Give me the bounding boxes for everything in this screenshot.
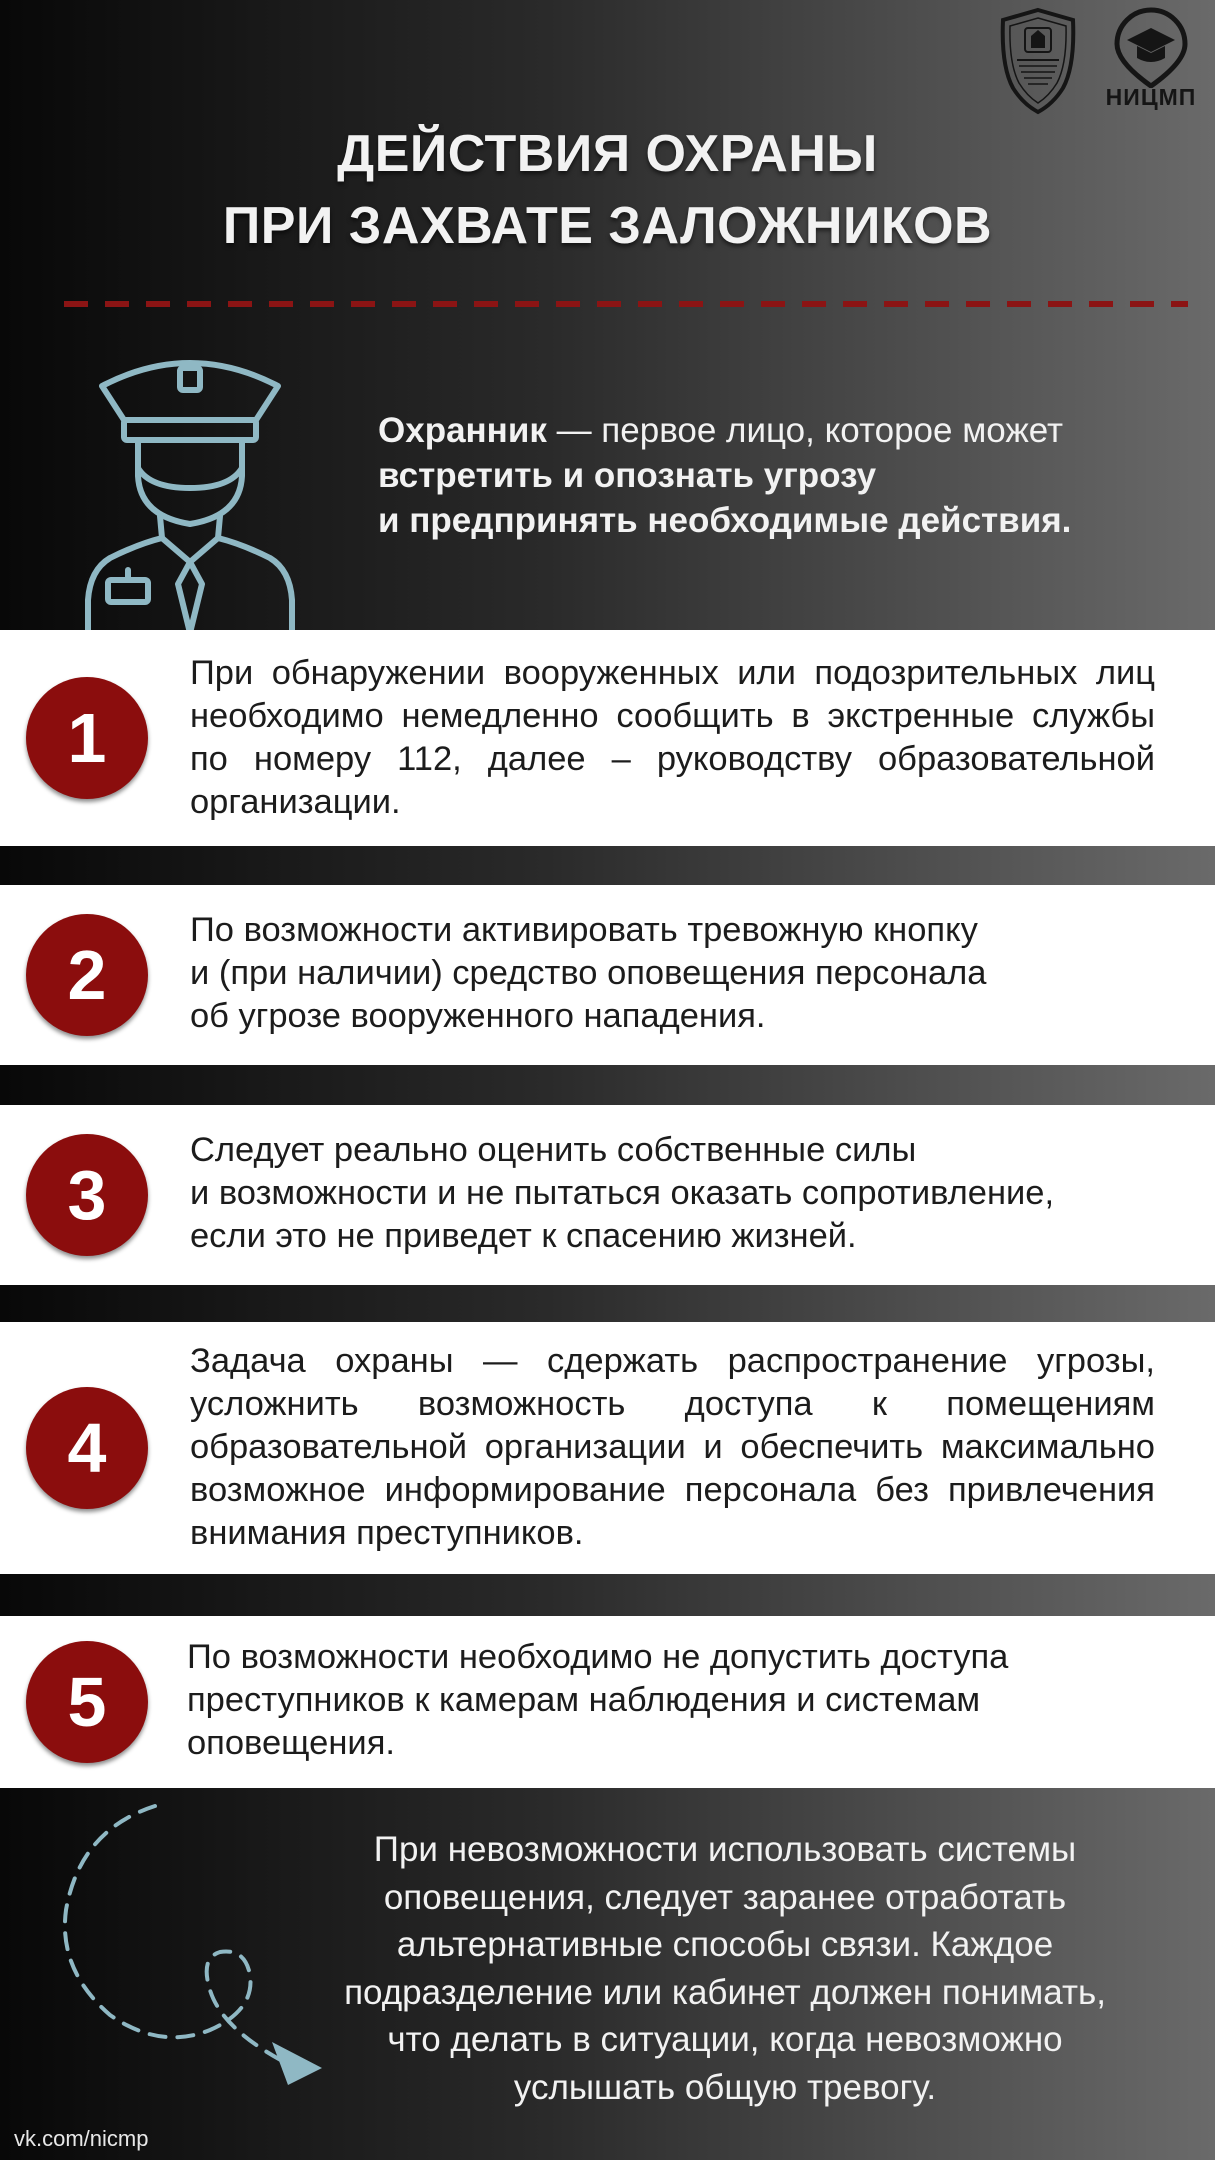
step-text: [190, 909, 1155, 1038]
shield-logo-icon: [993, 6, 1083, 116]
final-note-line: оповещения, следует заранее отработать: [383, 1877, 1067, 1917]
step-text-line: и (при наличии) средство оповещения персонала: [190, 954, 987, 992]
step-panel-3: [0, 1105, 1215, 1285]
title-line-2: ПРИ ЗАХВАТЕ ЗАЛОЖНИКОВ: [222, 197, 993, 255]
step-number-badge: 5: [26, 1641, 148, 1763]
intro-lead-rest: — первое лицо, которое может: [546, 411, 1064, 450]
step-text-line: По возможности активировать тревожную кнопку: [190, 911, 978, 949]
step-panel-1: [0, 630, 1215, 846]
footer-link[interactable]: vk.com/nicmp: [14, 2126, 149, 2151]
intro-bold-line-2: встретить и опознать угрозу: [378, 456, 877, 495]
final-note-line: При невозможности использовать системы: [373, 1830, 1077, 1869]
nicmp-logo: [1097, 6, 1205, 116]
step-panel-2: [0, 885, 1215, 1065]
graduation-cap-pin-icon: [1111, 6, 1191, 88]
step-text-line: оповещения.: [187, 1724, 395, 1762]
step-number-badge: 4: [26, 1387, 148, 1509]
step-panel-4: [0, 1322, 1215, 1574]
nicmp-logo-text: НИЦМП: [1105, 84, 1197, 110]
final-note-line: что делать в ситуации, когда невозможно: [387, 2020, 1063, 2059]
title-line-1: ДЕЙСТВИЯ ОХРАНЫ: [337, 125, 878, 183]
logos: [993, 6, 1205, 116]
security-guard-icon: [80, 348, 300, 633]
step-number-badge: 2: [26, 914, 148, 1036]
final-note-line: альтернативные способы связи. Каждое: [396, 1925, 1054, 1964]
step-number-badge: 1: [26, 677, 148, 799]
step-panel-5: [0, 1616, 1215, 1788]
step-text: [187, 1636, 1152, 1765]
intro-bold-lead: Охранник: [378, 411, 547, 450]
step-text-line: и возможности и не пытаться оказать сопротивление,: [190, 1174, 1055, 1212]
final-note-line: услышать общую тревогу.: [513, 2067, 937, 2107]
step-text-line: об угрозе вооруженного нападения.: [190, 997, 766, 1035]
dashed-divider: [64, 300, 1188, 308]
step-text: При обнаружении вооруженных или подозрительных лиц необходимо немедленно сообщить в экстренные службы по номеру 112, далее – руководству образовательной организации.: [190, 654, 1155, 821]
intro-bold-line-3: и предпринять необходимые действия.: [378, 501, 1072, 540]
step-text: Задача охраны — сдержать распространение угрозы, усложнить возможность доступа к помещениям образовательной организации и обеспечить максимально возможное информирование персонала без привлечения внимания преступников.: [190, 1342, 1155, 1552]
intro-text: [378, 408, 1178, 543]
final-note-line: подразделение или кабинет должен понимать,: [344, 1972, 1106, 2012]
step-text-line: Следует реально оценить собственные силы: [190, 1131, 917, 1169]
step-text-line: По возможности необходимо не допустить доступа: [187, 1638, 1009, 1676]
step-text-line: если это не приведет к спасению жизней.: [190, 1217, 857, 1255]
step-number-badge: 3: [26, 1134, 148, 1256]
final-note: [300, 1826, 1150, 2111]
page-title: [0, 118, 1215, 262]
step-text: [190, 1129, 1155, 1258]
step-text-line: преступников к камерам наблюдения и системам: [187, 1681, 981, 1719]
